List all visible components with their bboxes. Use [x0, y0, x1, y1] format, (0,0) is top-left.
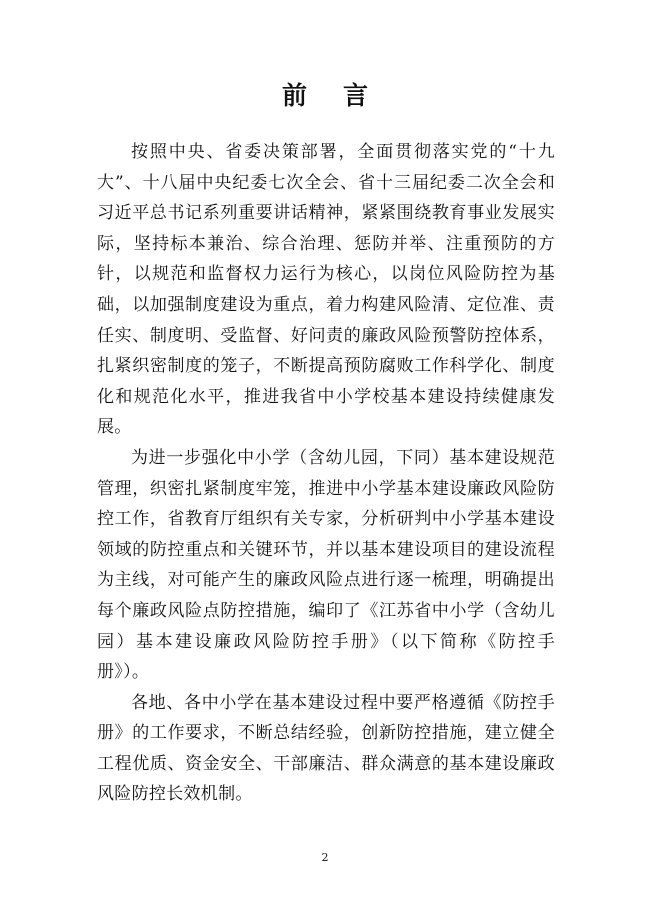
paragraph-2: 为进一步强化中小学（含幼儿园，下同）基本建设规范管理，织密扎紧制度牢笼，推进中小学基本建设廉政风险防控工作，省教育厅组织有关专家，分析研判中小学基本建设领域的防控重点和关键环节，并以基本建设项目的建设流程为主线，对可能产生的廉政风险点进行逐一梳理，明确提出每个廉政风险点防控措施，编印了《江苏省中小学（含幼儿园）基本建设廉政风险防控手册》（以下简称《防控手册》）。 [97, 447, 555, 683]
paragraph-3: 各地、各中小学在基本建设过程中要严格遵循《防控手册》的工作要求，不断总结经验，创新防控措施，建立健全工程优质、资金安全、干部廉洁、群众满意的基本建设廉政风险防控长效机制。 [97, 692, 555, 805]
body-text [97, 137, 555, 810]
page-number: 2 [321, 851, 329, 864]
page-title: 前言 [281, 81, 404, 110]
paragraph-1: 按照中央、省委决策部署，全面贯彻落实党的“十九大”、十八届中央纪委七次全会、省十三届纪委二次全会和习近平总书记系列重要讲话精神，紧紧围绕教育事业发展实际，坚持标本兼治、综合治理、惩防并举、注重预防的方针，以规范和监督权力运行为核心，以岗位风险防控为基础，以加强制度建设为重点，着力构建风险清、定位准、责任实、制度明、受监督、好问责的廉政风险预警防控体系，扎紧织密制度的笼子，不断提高预防腐败工作科学化、制度化和规范化水平，推进我省中小学校基本建设持续健康发展。 [97, 142, 555, 438]
